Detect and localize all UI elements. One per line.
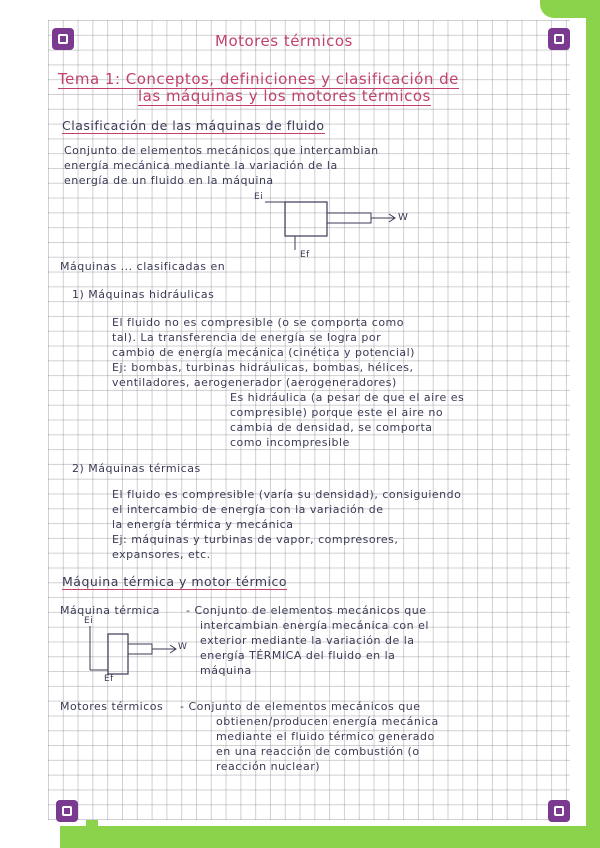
page-title: Motores térmicos xyxy=(215,32,353,50)
text-line: la energía térmica y mecánica xyxy=(112,518,294,531)
text-line: ventiladores, aerogenerador (aerogeneradores) xyxy=(112,376,397,389)
text-line: Es hidráulica (a pesar de que el aire es xyxy=(230,391,465,404)
text-line: exterior mediante la variación de la xyxy=(200,634,415,647)
diagram-label: Ef xyxy=(300,250,310,260)
text-line: mediante el fluido térmico generado xyxy=(216,730,435,743)
green-top-band xyxy=(540,0,600,18)
text-line: cambio de energía mecánica (cinética y potencial) xyxy=(112,346,415,359)
diagram-label: Ei xyxy=(84,616,94,626)
subsection-heading: 2) Máquinas térmicas xyxy=(72,462,201,475)
text-line: obtienen/producen energía mecánica xyxy=(216,715,439,728)
text-line: cambia de densidad, se comporta xyxy=(230,421,433,434)
diagram-label: W xyxy=(398,212,409,223)
text-line: el intercambio de energía con la variación de xyxy=(112,503,384,516)
term-label: Motores térmicos xyxy=(60,700,164,713)
green-bottom-band xyxy=(60,826,600,848)
text-line: Conjunto de elementos mecánicos que intercambian xyxy=(64,144,379,157)
green-edge-band xyxy=(586,0,600,848)
section-heading: Máquina térmica y motor térmico xyxy=(62,574,288,589)
diagram-label: W xyxy=(178,642,188,652)
text-line: - Conjunto de elementos mecánicos que xyxy=(180,700,421,713)
machine-diagram-2 xyxy=(80,620,190,684)
text-line: reacción nuclear) xyxy=(216,760,321,773)
topic-title-line1: Tema 1: Conceptos, definiciones y clasificación de xyxy=(58,70,459,88)
diagram-label: Ei xyxy=(254,192,264,202)
text-line: en una reacción de combustión (o xyxy=(216,745,420,758)
corner-logo-icon xyxy=(548,28,570,50)
text-line: - Conjunto de elementos mecánicos que xyxy=(186,604,427,617)
text-line: energía de un fluido en la máquina xyxy=(64,174,274,187)
corner-logo-icon xyxy=(548,800,570,822)
term-label: Máquina térmica xyxy=(60,604,160,617)
text-line: expansores, etc. xyxy=(112,548,211,561)
text-line: El fluido no es compresible (o se comporta como xyxy=(112,316,404,329)
diagram-label: Ef xyxy=(104,674,114,684)
text-line: como incompresible xyxy=(230,436,350,449)
text-line: tal). La transferencia de energía se logra por xyxy=(112,331,382,344)
text-line: máquina xyxy=(200,664,252,677)
topic-title-line2: las máquinas y los motores térmicos xyxy=(138,87,431,105)
text-line: Ej: bombas, turbinas hidráulicas, bombas, hélices, xyxy=(112,361,414,374)
corner-logo-icon xyxy=(52,28,74,50)
text-line: energía mecánica mediante la variación de la xyxy=(64,159,338,172)
text-line: compresible) porque este el aire no xyxy=(230,406,444,419)
machine-diagram-1 xyxy=(265,190,425,260)
text-line: Máquinas ... clasificadas en xyxy=(60,260,226,273)
text-line: Ej: máquinas y turbinas de vapor, compresores, xyxy=(112,533,399,546)
text-line: El fluido es compresible (varía su densidad), consiguiendo xyxy=(112,488,462,501)
corner-logo-icon xyxy=(56,800,78,822)
section-heading: Clasificación de las máquinas de fluido xyxy=(62,118,325,133)
subsection-heading: 1) Máquinas hidráulicas xyxy=(72,288,215,301)
text-line: intercambian energía mecánica con el xyxy=(200,619,429,632)
text-line: energía TÉRMICA del fluido en la xyxy=(200,649,396,662)
